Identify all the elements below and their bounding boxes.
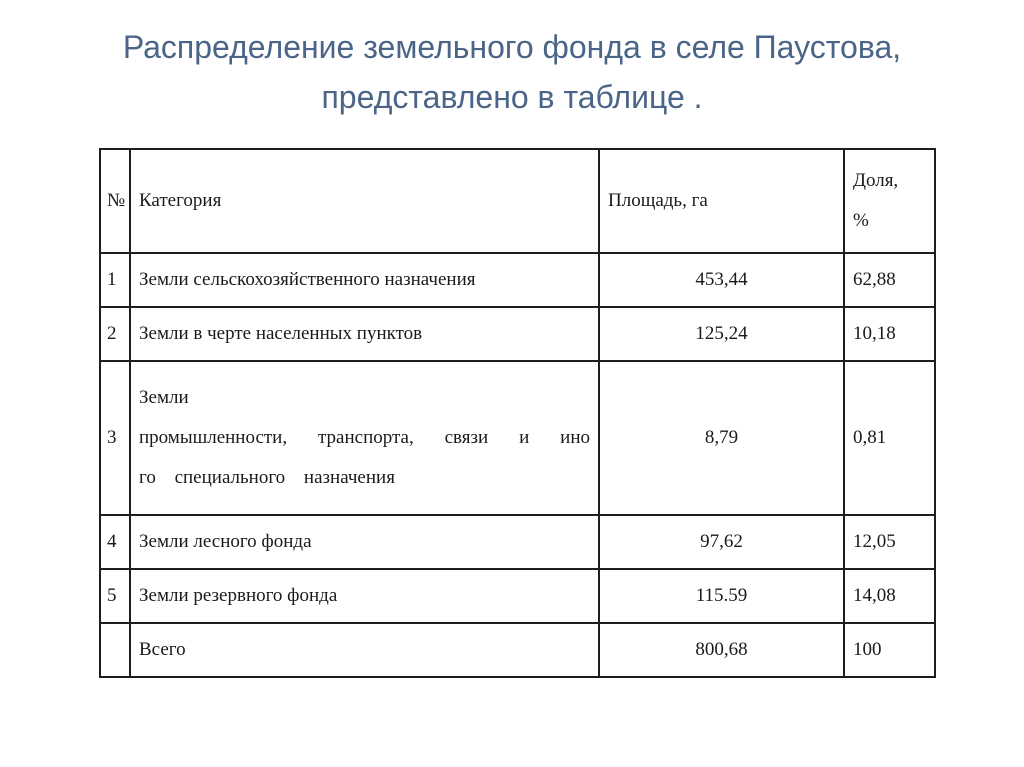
row-category: Земли резервного фонда — [130, 569, 599, 623]
row-category-line-1: Земли — [139, 387, 189, 408]
row-share: 62,88 — [844, 253, 935, 307]
row-category: Земли сельскохозяйственного назначения — [130, 253, 599, 307]
row-num: 4 — [100, 515, 130, 569]
total-area: 800,68 — [599, 623, 844, 677]
title-line-2: представлено в таблице . — [321, 79, 703, 115]
header-category: Категория — [130, 149, 599, 253]
total-num — [100, 623, 130, 677]
row-area: 8,79 — [599, 361, 844, 515]
table-row — [100, 569, 935, 623]
row-category: Земли в черте населенных пунктов — [130, 307, 599, 361]
row-category: Земли лесного фонда — [130, 515, 599, 569]
header-share-line-2: % — [853, 210, 869, 231]
header-share-line-1: Доля, — [853, 170, 899, 191]
table-header-row — [100, 149, 935, 253]
row-area: 97,62 — [599, 515, 844, 569]
row-share: 0,81 — [844, 361, 935, 515]
row-share: 10,18 — [844, 307, 935, 361]
table-row — [100, 361, 935, 515]
row-category-line-2: промышленности, транспорта, связи и ино — [139, 427, 590, 448]
row-num: 1 — [100, 253, 130, 307]
total-category: Всего — [130, 623, 599, 677]
row-area: 125,24 — [599, 307, 844, 361]
table-total-row — [100, 623, 935, 677]
table-row — [100, 515, 935, 569]
table-row — [100, 253, 935, 307]
row-num: 2 — [100, 307, 130, 361]
row-area: 453,44 — [599, 253, 844, 307]
header-share — [844, 149, 935, 253]
row-num: 3 — [100, 361, 130, 515]
land-fund-table — [99, 148, 936, 678]
total-share: 100 — [844, 623, 935, 677]
slide-title — [40, 22, 984, 122]
header-area: Площадь, га — [599, 149, 844, 253]
row-area: 115.59 — [599, 569, 844, 623]
title-line-1: Распределение земельного фонда в селе Паустова, — [122, 29, 902, 65]
table-row — [100, 307, 935, 361]
row-share: 14,08 — [844, 569, 935, 623]
row-category — [130, 361, 599, 515]
row-category-line-3: го специального назначения — [139, 467, 395, 488]
row-share: 12,05 — [844, 515, 935, 569]
row-num: 5 — [100, 569, 130, 623]
header-num: № — [100, 149, 130, 253]
